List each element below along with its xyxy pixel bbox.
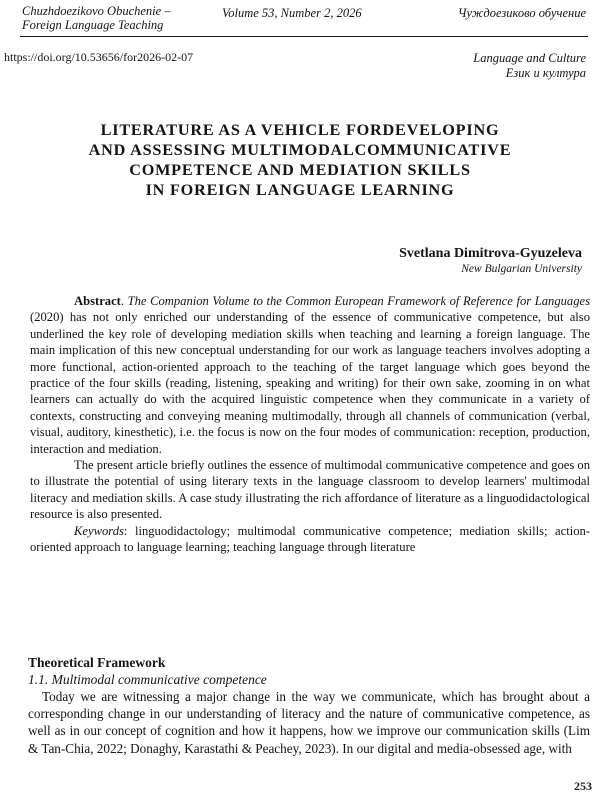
volume-info: Volume 53, Number 2, 2026 — [222, 6, 362, 20]
abstract-text: (2020) has not only enriched our understanding of the essence of communicative competence, but also underlined the key role of developing mediation skills when teaching and learning a foreign language. The main implication of this new conceptual understanding for our work as language teachers involves adopting a more functional, action-oriented approach to the teaching of the target language which goes beyond the practice of the four skills (reading, listening, speaking and writing) for their own sake, zooming in on what learners can actually do with the acquired linguistic competence when they communicate in a variety of contexts, constructing and conveying meaning multimodally, through all channels of communication (verbal, visual, auditory, kinesthetic), i.e. the focus is now on the four modes of communication: reception, production, interaction and mediation. — [30, 310, 590, 456]
header-rule — [20, 36, 588, 37]
journal-title-line2: Foreign Language Teaching — [22, 18, 164, 32]
section-label-bg: Език и култура — [505, 66, 586, 80]
keywords: Keywords: linguodidactology; multimodal communicative competence; mediation skills; action-oriented approach to language learning; teaching language through literature — [30, 523, 590, 555]
subsection-heading: 1.1. Multimodal communicative competence — [28, 672, 267, 687]
journal-title-line1: Chuzhdoezikovo Obuchenie – — [22, 4, 171, 18]
journal-title-bg: Чуждоезиково обучение — [457, 6, 586, 20]
title-line: LITERATURE AS A VEHICLE FORDEVELOPING — [100, 121, 500, 139]
keywords-label: Keywords — [74, 523, 124, 538]
body-paragraph: Today we are witnessing a major change in the way we communicate, which has brought about a corresponding change in our understanding of literacy and the nature of communicative competence, as well as in our concept of cognition and how it happens, how we improve our communication skills (Lim & Tan-Chia, 2022; Donaghy, Karastathi & Peachey, 2023). In our digital and media-obsessed age, with — [28, 689, 590, 756]
abstract-cited-work: The Companion Volume to the Common European Framework of Reference for Languages — [127, 294, 590, 308]
journal-title — [22, 4, 171, 32]
keywords-list: linguodidactology; multimodal communicative competence; mediation skills; action-oriented approach to language learning; teaching language through literature — [30, 523, 590, 555]
title-line: COMPETENCE AND MEDIATION SKILLS — [129, 161, 471, 179]
section-heading: Theoretical Framework — [28, 655, 166, 670]
abstract-paragraph-2: The present article briefly outlines the essence of multimodal communicative competence and goes on to illustrate the potential of using literary texts in the language classroom to develop learners' multimodal literacy and mediation skills. A case study illustrating the rich affordance of literature as a linguodidactological resource is also presented. — [30, 458, 590, 522]
author-name: Svetlana Dimitrova-Gyuzeleva — [399, 246, 582, 261]
abstract — [30, 293, 590, 556]
section-label-en: Language and Culture — [473, 51, 586, 65]
body-text — [28, 688, 590, 757]
page-number: 253 — [574, 779, 592, 793]
title-line: IN FOREIGN LANGUAGE LEARNING — [145, 181, 455, 199]
doi-link[interactable]: https://doi.org/10.53656/for2026-02-07 — [4, 50, 194, 64]
abstract-paragraph-1: Abstract. The Companion Volume to the Common European Framework of Reference for Languages (2020) has not only enriched our understanding of the essence of communicative competence, but also underlined the key role of developing mediation skills when teaching and learning a foreign language. The main implication of this new conceptual understanding for our work as language teachers involves adopting a more functional, action-oriented approach to the teaching of the target language which goes beyond the practice of the four skills (reading, listening, speaking and writing) for their own sake, zooming in on what learners can actually do with the acquired linguistic competence when they communicate in a variety of contexts, constructing and conveying meaning multimodally, through all channels of communication (verbal, visual, auditory, kinesthetic), i.e. the focus is now on the four modes of communication: reception, production, interaction and mediation. — [30, 294, 590, 456]
article-title — [0, 120, 600, 200]
abstract-label: Abstract — [74, 294, 121, 308]
title-line: AND ASSESSING MULTIMODALCOMMUNICATIVE — [88, 141, 512, 159]
author-affiliation: New Bulgarian University — [461, 263, 582, 275]
